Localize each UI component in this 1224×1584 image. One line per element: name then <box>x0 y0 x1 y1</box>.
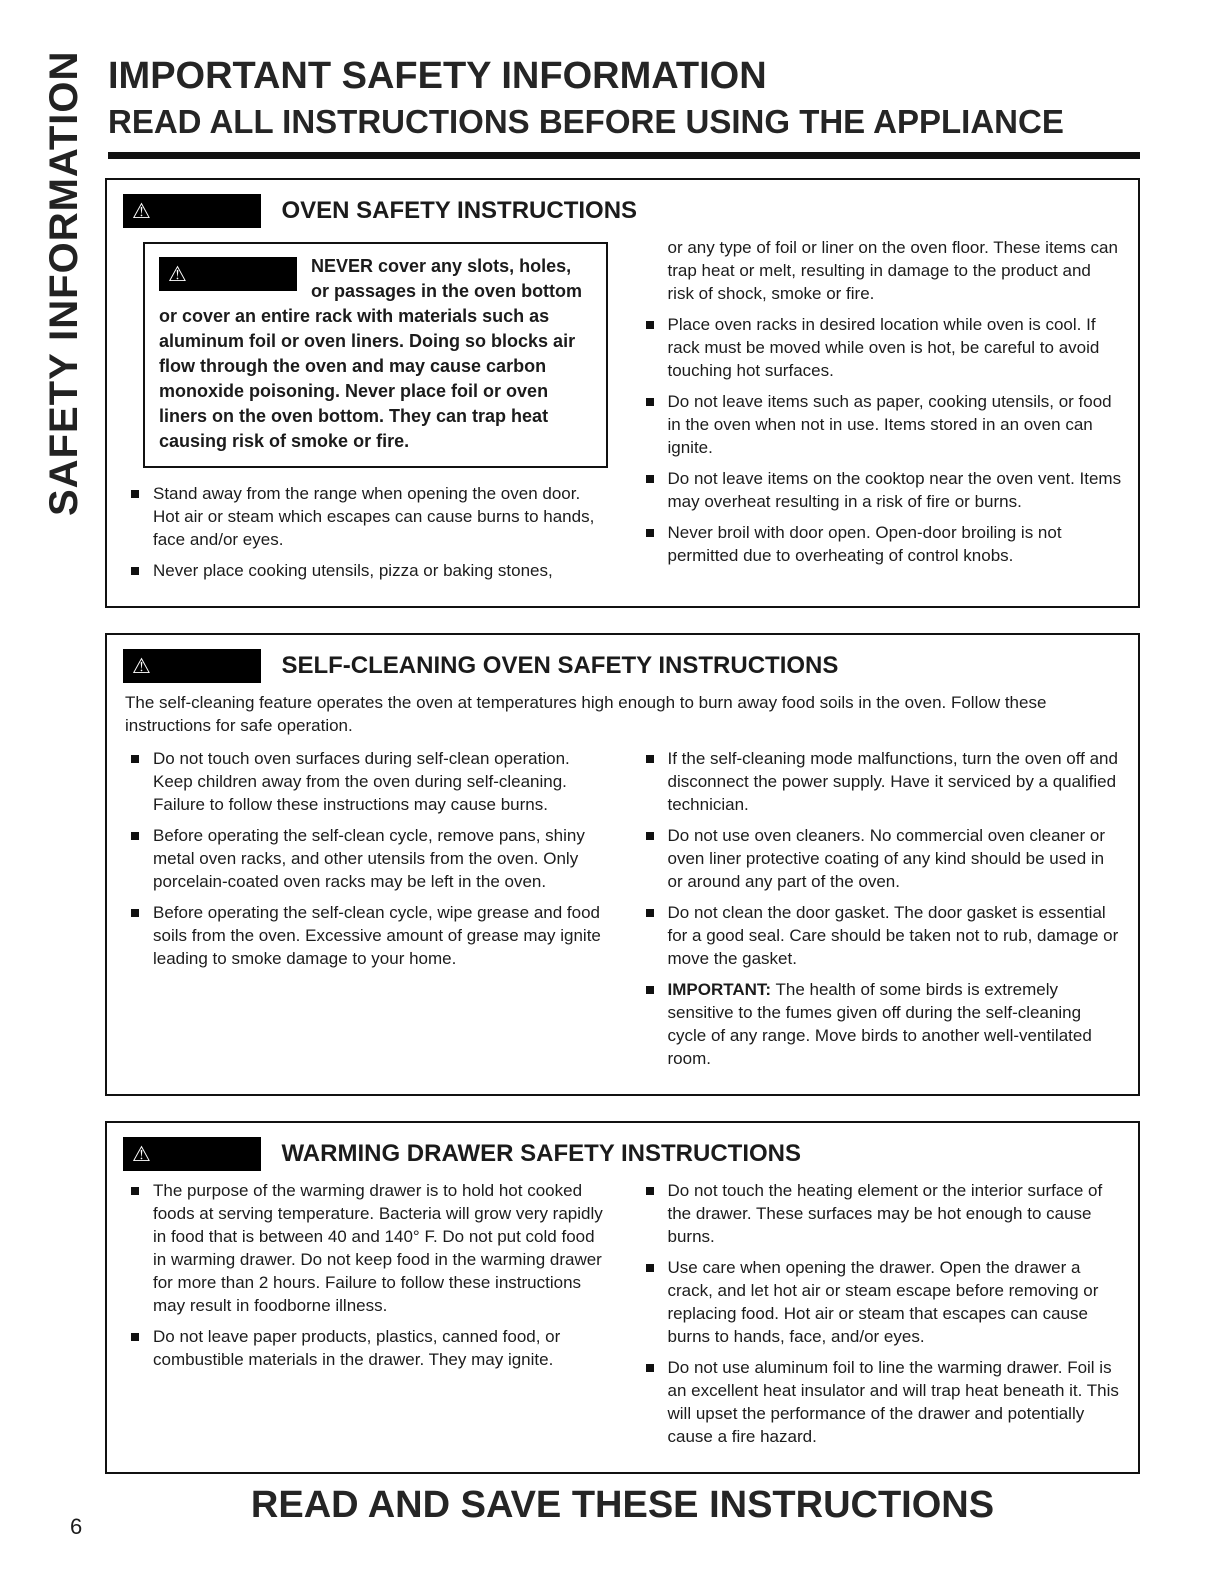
bullet-square-icon <box>646 321 654 329</box>
warning-badge <box>159 257 297 291</box>
bullet-square-icon <box>646 986 654 994</box>
bullet-list <box>123 1179 608 1371</box>
bullet-text: The purpose of the warming drawer is to hold hot cooked foods at serving temperature. Bacteria will grow very rapidly in food that is between 40 and 140° F. Do not put cold food in warming drawer. Do not keep food in the warming drawer for more than 2 hours. Failure to follow these instructions may result in foodborne illness. <box>153 1181 603 1315</box>
bullet-text: Place oven racks in desired location while oven is cool. If rack must be moved while oven is hot, be careful to avoid touching hot surfaces. <box>667 315 1100 380</box>
important-label: IMPORTANT: <box>667 980 772 999</box>
warming-drawer-safety-section <box>105 1121 1140 1474</box>
bullet-square-icon <box>646 1364 654 1372</box>
list-item <box>646 978 1123 1070</box>
list-item <box>131 747 608 816</box>
list-item <box>646 747 1123 816</box>
warning-badge <box>123 194 261 228</box>
list-item <box>131 559 608 582</box>
left-column <box>123 1179 608 1456</box>
bullet-text: Never place cooking utensils, pizza or baking stones, <box>153 561 553 580</box>
two-column-layout <box>123 236 1122 590</box>
bullet-square-icon <box>131 490 139 498</box>
bullet-square-icon <box>131 909 139 917</box>
bullet-text: Do not clean the door gasket. The door gasket is essential for a good seal. Care should be taken not to rub, damage or move the gasket. <box>667 903 1119 968</box>
footer-instruction: READ AND SAVE THESE INSTRUCTIONS <box>250 1484 995 1526</box>
right-column <box>638 236 1123 590</box>
right-column <box>638 747 1123 1078</box>
bullet-square-icon <box>646 755 654 763</box>
bullet-square-icon <box>131 832 139 840</box>
bullet-text: Do not use aluminum foil to line the warming drawer. Foil is an excellent heat insulator and will trap heat beneath it. This will upset the performance of the drawer and potentially cause a fire hazard. <box>667 1358 1119 1446</box>
important-text: The health of some birds is extremely sensitive to the fumes given off during the self-cleaning cycle of any range. Move birds to another well-ventilated room. <box>667 980 1092 1068</box>
oven-safety-section <box>105 178 1140 608</box>
bullet-square-icon <box>646 832 654 840</box>
list-item <box>646 313 1123 382</box>
warning-triangle-icon: ⚠ <box>132 199 151 223</box>
bullet-text: Stand away from the range when opening the oven door. Hot air or steam which escapes can cause burns to hands, face and/or eyes. <box>153 484 595 549</box>
list-item <box>646 1256 1123 1348</box>
section-intro: The self-cleaning feature operates the oven at temperatures high enough to burn away food soils in the oven. Follow these instructions for safe operation. <box>125 693 1047 735</box>
section-title-row <box>123 194 1122 228</box>
warning-triangle-icon: ⚠ <box>168 262 187 286</box>
list-item <box>131 1179 608 1317</box>
section-title-row <box>123 1137 1122 1171</box>
bullet-text: Do not use oven cleaners. No commercial oven cleaner or oven liner protective coating of any kind should be used in or around any part of the oven. <box>667 826 1105 891</box>
right-column <box>638 1179 1123 1456</box>
section-title: SELF-CLEANING OVEN SAFETY INSTRUCTIONS <box>281 652 839 679</box>
bullet-text: Do not leave items such as paper, cooking utensils, or food in the oven when not in use. Items stored in an oven can ignite. <box>667 392 1112 457</box>
bullet-square-icon <box>646 529 654 537</box>
continuation-paragraph: or any type of foil or liner on the oven floor. These items can trap heat or melt, resulting in damage to the product and risk of shock, smoke or fire. <box>667 238 1118 303</box>
page-content <box>105 178 1140 1499</box>
list-item <box>646 901 1123 970</box>
list-item <box>646 824 1123 893</box>
bullet-square-icon <box>131 755 139 763</box>
self-cleaning-safety-section <box>105 633 1140 1096</box>
warning-badge <box>123 649 261 683</box>
bullet-text <box>668 978 1123 1070</box>
warning-triangle-icon: ⚠ <box>132 1142 151 1166</box>
page-title: IMPORTANT SAFETY INFORMATION <box>108 55 767 97</box>
bullet-text: Before operating the self-clean cycle, wipe grease and food soils from the oven. Excessive amount of grease may ignite leading to smoke damage to your home. <box>153 903 601 968</box>
list-item <box>131 901 608 970</box>
two-column-layout <box>123 747 1122 1078</box>
bullet-text: Do not leave paper products, plastics, canned food, or combustible materials in the drawer. They may ignite. <box>153 1327 561 1369</box>
list-item <box>646 521 1123 567</box>
list-item <box>646 1356 1123 1448</box>
bullet-square-icon <box>646 909 654 917</box>
bullet-text: Do not touch oven surfaces during self-clean operation. Keep children away from the oven during self-cleaning. Failure to follow these instructions may cause burns. <box>153 749 570 814</box>
bullet-list <box>638 1179 1123 1448</box>
header-rule <box>108 152 1140 159</box>
list-item <box>131 824 608 893</box>
bullet-text: Never broil with door open. Open-door broiling is not permitted due to overheating of control knobs. <box>667 523 1062 565</box>
warning-callout-box <box>143 242 608 468</box>
bullet-list <box>638 747 1123 1070</box>
bullet-list <box>123 747 608 970</box>
bullet-text: Before operating the self-clean cycle, remove pans, shiny metal oven racks, and other utensils from the oven. Only porcelain-coated oven racks may be left in the oven. <box>153 826 585 891</box>
section-title-row <box>123 649 1122 683</box>
bullet-list <box>638 313 1123 567</box>
left-column <box>123 236 608 590</box>
bullet-text: Do not touch the heating element or the interior surface of the drawer. These surfaces may be hot enough to cause burns. <box>667 1181 1103 1246</box>
bullet-text: Use care when opening the drawer. Open the drawer a crack, and let hot air or steam escape before removing or replacing food. Hot air or steam that escapes can cause burns to hands, face, and/or eyes. <box>667 1258 1099 1346</box>
bullet-square-icon <box>131 1187 139 1195</box>
bullet-square-icon <box>131 567 139 575</box>
bullet-square-icon <box>646 398 654 406</box>
section-title: OVEN SAFETY INSTRUCTIONS <box>281 197 638 224</box>
left-column <box>123 747 608 1078</box>
list-item <box>131 1325 608 1371</box>
list-item <box>131 482 608 551</box>
page-subtitle: READ ALL INSTRUCTIONS BEFORE USING THE APPLIANCE <box>108 102 1064 140</box>
bullet-square-icon <box>131 1333 139 1341</box>
sidebar-vertical-label: SAFETY INFORMATION <box>42 50 86 516</box>
bullet-square-icon <box>646 1187 654 1195</box>
warning-callout-text: NEVER cover any slots, holes, or passages in the oven bottom or cover an entire rack with materials such as aluminum foil or oven liners. Doing so blocks air flow through the oven and may cause carbon monoxide poisoning. Never place foil or oven liners on the oven bottom. They can trap heat causing risk of smoke or fire. <box>159 256 583 451</box>
bullet-list <box>123 482 608 582</box>
warning-triangle-icon: ⚠ <box>132 654 151 678</box>
bullet-square-icon <box>646 475 654 483</box>
bullet-text: If the self-cleaning mode malfunctions, turn the oven off and disconnect the power supply. Have it serviced by a qualified technician. <box>667 749 1118 814</box>
bullet-square-icon <box>646 1264 654 1272</box>
two-column-layout <box>123 1179 1122 1456</box>
bullet-text: Do not leave items on the cooktop near the oven vent. Items may overheat resulting in a risk of fire or burns. <box>667 469 1122 511</box>
list-item <box>646 467 1123 513</box>
section-title: WARMING DRAWER SAFETY INSTRUCTIONS <box>281 1140 802 1167</box>
warning-badge <box>123 1137 261 1171</box>
list-item <box>646 390 1123 459</box>
page-header <box>108 56 1140 159</box>
list-item <box>646 1179 1123 1248</box>
page-number: 6 <box>70 1514 83 1539</box>
